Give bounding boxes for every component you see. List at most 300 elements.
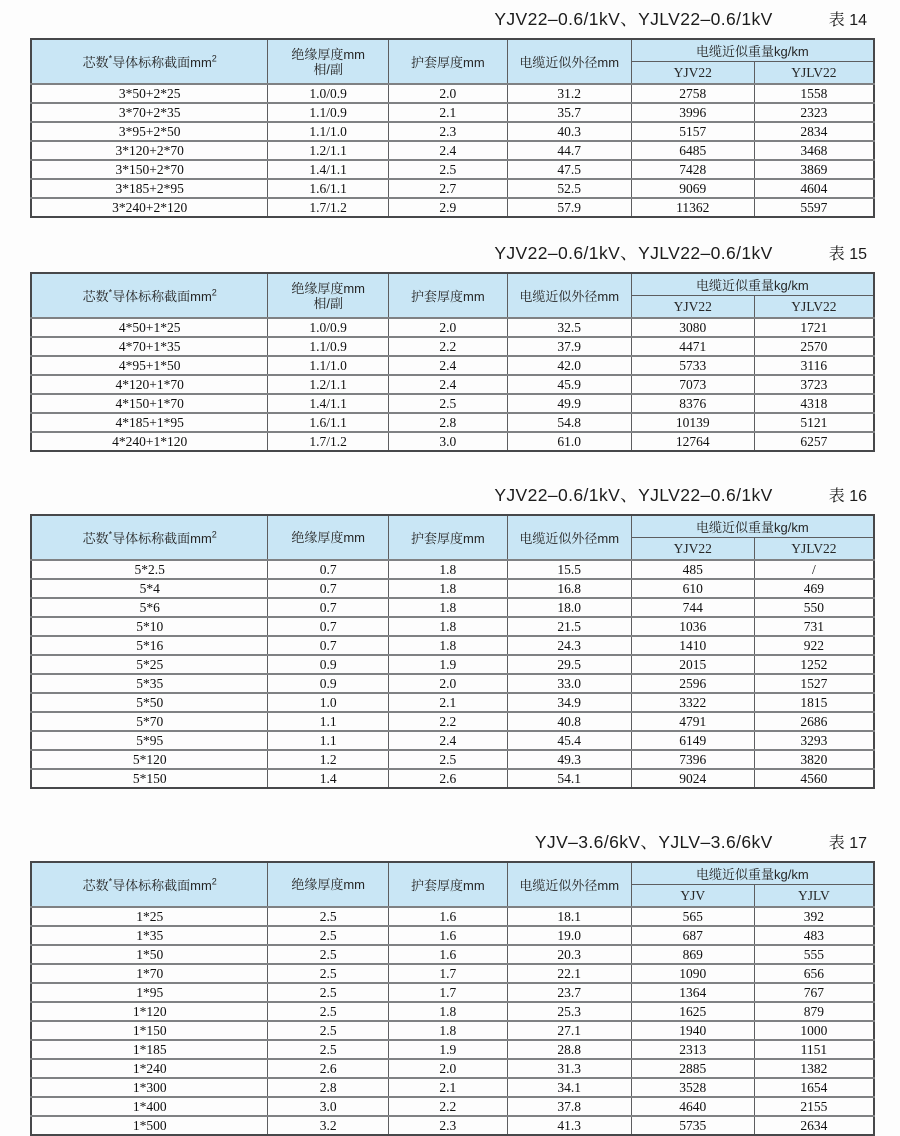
- table-caption: [30, 452, 875, 507]
- cell-diameter: 25.3: [507, 1002, 631, 1021]
- cell-insulation: 1.2/1.1: [268, 375, 389, 394]
- cell-weight-a: 4640: [631, 1097, 754, 1116]
- insulation-header-line: 绝缘厚度mm: [291, 46, 365, 62]
- cell-cross-section: 5*4: [31, 579, 268, 598]
- cell-weight-a: 7428: [631, 160, 754, 179]
- col-header-sheath: 护套厚度mm: [388, 39, 507, 84]
- cell-sheath: 1.9: [388, 655, 507, 674]
- cell-insulation: 0.9: [268, 655, 389, 674]
- cell-weight-a: 8376: [631, 394, 754, 413]
- col-header-diameter: 电缆近似外径mm: [507, 39, 631, 84]
- col-header-weight-yjv: YJV: [631, 885, 754, 908]
- cell-cross-section: 4*240+1*120: [31, 432, 268, 451]
- col-header-cross-section: [31, 515, 268, 560]
- cell-diameter: 19.0: [507, 926, 631, 945]
- table-row: [31, 1040, 874, 1059]
- cell-diameter: 34.1: [507, 1078, 631, 1097]
- cell-cross-section: 3*240+2*120: [31, 198, 268, 217]
- table-row: [31, 636, 874, 655]
- cell-sheath: 1.6: [388, 926, 507, 945]
- cell-insulation: 3.0: [268, 1097, 389, 1116]
- cell-diameter: 28.8: [507, 1040, 631, 1059]
- cell-diameter: 16.8: [507, 579, 631, 598]
- table-row: [31, 693, 874, 712]
- col-header-cross-section: [31, 39, 268, 84]
- cell-insulation: 1.1/0.9: [268, 103, 389, 122]
- cell-sheath: 2.7: [388, 179, 507, 198]
- table-row: [31, 1059, 874, 1078]
- cell-sheath: 2.5: [388, 394, 507, 413]
- cell-diameter: 34.9: [507, 693, 631, 712]
- spec-table: [30, 861, 875, 1136]
- cell-cross-section: 5*35: [31, 674, 268, 693]
- table-row: [31, 731, 874, 750]
- cell-cross-section: 4*185+1*95: [31, 413, 268, 432]
- cell-weight-b: 6257: [754, 432, 874, 451]
- col-header-insulation: [268, 862, 389, 907]
- cell-weight-a: 9024: [631, 769, 754, 788]
- cell-weight-b: 5597: [754, 198, 874, 217]
- cell-weight-b: 922: [754, 636, 874, 655]
- col-header-diameter: 电缆近似外径mm: [507, 515, 631, 560]
- cell-weight-b: 3293: [754, 731, 874, 750]
- table-row: [31, 103, 874, 122]
- table-row: [31, 1078, 874, 1097]
- cell-weight-a: 4791: [631, 712, 754, 731]
- cell-weight-b: 2686: [754, 712, 874, 731]
- cell-sheath: 2.1: [388, 103, 507, 122]
- cell-cross-section: 3*95+2*50: [31, 122, 268, 141]
- cell-insulation: 3.2: [268, 1116, 389, 1135]
- cell-sheath: 1.8: [388, 1002, 507, 1021]
- table-row: [31, 655, 874, 674]
- table-caption: [30, 0, 875, 31]
- table-row: [31, 394, 874, 413]
- table-title: YJV–3.6/6kV、YJLV–3.6/6kV: [534, 832, 773, 852]
- table-block: [30, 452, 875, 789]
- cell-cross-section: 1*300: [31, 1078, 268, 1097]
- cell-insulation: 2.5: [268, 1021, 389, 1040]
- cell-weight-b: 483: [754, 926, 874, 945]
- cell-diameter: 20.3: [507, 945, 631, 964]
- col-header-cross-section: [31, 273, 268, 318]
- cell-weight-b: 1151: [754, 1040, 874, 1059]
- cell-weight-a: 2885: [631, 1059, 754, 1078]
- cell-weight-a: 2313: [631, 1040, 754, 1059]
- cell-weight-b: 1815: [754, 693, 874, 712]
- cell-weight-a: 5157: [631, 122, 754, 141]
- cell-weight-b: 1558: [754, 84, 874, 103]
- table-number: 表 16: [828, 488, 867, 505]
- col-header-insulation: [268, 39, 389, 84]
- cell-sheath: 2.8: [388, 413, 507, 432]
- cell-weight-a: 11362: [631, 198, 754, 217]
- cell-sheath: 2.2: [388, 337, 507, 356]
- col-header-weight-group: 电缆近似重量kg/km: [631, 39, 874, 62]
- table-row: [31, 318, 874, 337]
- cell-insulation: 2.5: [268, 983, 389, 1002]
- cell-weight-a: 5735: [631, 1116, 754, 1135]
- table-row: [31, 964, 874, 983]
- cell-weight-b: 4318: [754, 394, 874, 413]
- cell-sheath: 1.7: [388, 983, 507, 1002]
- col-header-sheath: 护套厚度mm: [388, 515, 507, 560]
- cell-cross-section: 5*25: [31, 655, 268, 674]
- table-title: YJV22–0.6/1kV、YJLV22–0.6/1kV: [494, 243, 773, 263]
- header-text: 芯数: [82, 878, 109, 893]
- cell-sheath: 2.5: [388, 750, 507, 769]
- cell-insulation: 2.6: [268, 1059, 389, 1078]
- cell-sheath: 2.5: [388, 160, 507, 179]
- cell-sheath: 2.1: [388, 1078, 507, 1097]
- cell-sheath: 2.4: [388, 375, 507, 394]
- cell-weight-b: 1252: [754, 655, 874, 674]
- cell-cross-section: 4*150+1*70: [31, 394, 268, 413]
- cell-weight-a: 1036: [631, 617, 754, 636]
- cell-sheath: 2.4: [388, 356, 507, 375]
- table-row: [31, 560, 874, 579]
- cell-cross-section: 3*185+2*95: [31, 179, 268, 198]
- table-number: 表 15: [828, 246, 867, 263]
- table-number: 表 17: [828, 835, 867, 852]
- insulation-header-line: 绝缘厚度mm: [291, 877, 365, 892]
- table-row: [31, 983, 874, 1002]
- cell-cross-section: 1*120: [31, 1002, 268, 1021]
- cell-diameter: 31.3: [507, 1059, 631, 1078]
- col-header-sheath: 护套厚度mm: [388, 862, 507, 907]
- table-row: [31, 122, 874, 141]
- cell-diameter: 52.5: [507, 179, 631, 198]
- table-row: [31, 1097, 874, 1116]
- cell-insulation: 2.5: [268, 907, 389, 926]
- cell-weight-b: 2155: [754, 1097, 874, 1116]
- cell-sheath: 1.6: [388, 907, 507, 926]
- cell-diameter: 44.7: [507, 141, 631, 160]
- cell-weight-b: 2323: [754, 103, 874, 122]
- cell-cross-section: 5*50: [31, 693, 268, 712]
- cell-diameter: 31.2: [507, 84, 631, 103]
- cell-sheath: 2.0: [388, 1059, 507, 1078]
- cell-diameter: 29.5: [507, 655, 631, 674]
- cell-diameter: 41.3: [507, 1116, 631, 1135]
- cell-weight-a: 1364: [631, 983, 754, 1002]
- cell-cross-section: 5*2.5: [31, 560, 268, 579]
- cell-weight-a: 610: [631, 579, 754, 598]
- col-header-weight-group: 电缆近似重量kg/km: [631, 273, 874, 296]
- cell-insulation: 1.1/0.9: [268, 337, 389, 356]
- cell-diameter: 33.0: [507, 674, 631, 693]
- cell-diameter: 21.5: [507, 617, 631, 636]
- cell-diameter: 54.1: [507, 769, 631, 788]
- table-row: [31, 375, 874, 394]
- cell-sheath: 2.0: [388, 674, 507, 693]
- cell-weight-a: 565: [631, 907, 754, 926]
- superscript: 2: [211, 53, 217, 64]
- cell-sheath: 2.6: [388, 769, 507, 788]
- cell-insulation: 1.1/1.0: [268, 356, 389, 375]
- table-row: [31, 769, 874, 788]
- cell-cross-section: 1*500: [31, 1116, 268, 1135]
- cell-cross-section: 4*95+1*50: [31, 356, 268, 375]
- cell-sheath: 1.7: [388, 964, 507, 983]
- cell-weight-a: 6485: [631, 141, 754, 160]
- table-row: [31, 750, 874, 769]
- cell-diameter: 40.8: [507, 712, 631, 731]
- col-header-weight-yjlv: YJLV: [754, 885, 874, 908]
- cell-sheath: 2.9: [388, 198, 507, 217]
- cell-diameter: 22.1: [507, 964, 631, 983]
- cell-weight-a: 6149: [631, 731, 754, 750]
- cell-sheath: 1.8: [388, 1021, 507, 1040]
- cell-sheath: 2.2: [388, 1097, 507, 1116]
- cell-weight-b: 392: [754, 907, 874, 926]
- cell-diameter: 49.3: [507, 750, 631, 769]
- cell-insulation: 1.7/1.2: [268, 432, 389, 451]
- cell-diameter: 47.5: [507, 160, 631, 179]
- col-header-diameter: 电缆近似外径mm: [507, 862, 631, 907]
- insulation-header-line: 相/副: [313, 295, 343, 311]
- cell-insulation: 2.5: [268, 945, 389, 964]
- cell-cross-section: 1*240: [31, 1059, 268, 1078]
- cell-weight-b: 550: [754, 598, 874, 617]
- superscript: 2: [211, 287, 217, 298]
- cell-diameter: 23.7: [507, 983, 631, 1002]
- cell-cross-section: 1*25: [31, 907, 268, 926]
- cell-sheath: 1.8: [388, 636, 507, 655]
- cell-diameter: 18.1: [507, 907, 631, 926]
- table-row: [31, 337, 874, 356]
- cell-weight-a: 2596: [631, 674, 754, 693]
- table-row: [31, 617, 874, 636]
- cell-cross-section: 1*35: [31, 926, 268, 945]
- cell-insulation: 2.5: [268, 1040, 389, 1059]
- cell-weight-a: 12764: [631, 432, 754, 451]
- cell-sheath: 1.8: [388, 598, 507, 617]
- cell-sheath: 1.8: [388, 579, 507, 598]
- cell-weight-a: 3080: [631, 318, 754, 337]
- table-row: [31, 712, 874, 731]
- cell-cross-section: 3*70+2*35: [31, 103, 268, 122]
- cell-cross-section: 1*70: [31, 964, 268, 983]
- cell-insulation: 2.8: [268, 1078, 389, 1097]
- col-header-weight-yjv: YJV22: [631, 62, 754, 85]
- cell-weight-b: 4560: [754, 769, 874, 788]
- table-row: [31, 179, 874, 198]
- cell-cross-section: 5*10: [31, 617, 268, 636]
- cell-weight-a: 3528: [631, 1078, 754, 1097]
- cell-weight-a: 4471: [631, 337, 754, 356]
- cell-insulation: 1.2: [268, 750, 389, 769]
- cell-insulation: 1.7/1.2: [268, 198, 389, 217]
- col-header-weight-yjlv: YJLV22: [754, 296, 874, 319]
- header-text: 导体标称截面mm: [112, 531, 212, 546]
- header-text: 导体标称截面mm: [112, 55, 212, 70]
- cell-weight-b: /: [754, 560, 874, 579]
- cell-insulation: 2.5: [268, 964, 389, 983]
- table-row: [31, 907, 874, 926]
- cell-cross-section: 1*150: [31, 1021, 268, 1040]
- cell-weight-a: 1940: [631, 1021, 754, 1040]
- cell-diameter: 18.0: [507, 598, 631, 617]
- spec-table: [30, 514, 875, 789]
- cell-cross-section: 5*6: [31, 598, 268, 617]
- superscript: *: [108, 53, 113, 64]
- cell-insulation: 0.7: [268, 617, 389, 636]
- cell-sheath: 1.8: [388, 617, 507, 636]
- cell-weight-b: 5121: [754, 413, 874, 432]
- table-row: [31, 945, 874, 964]
- cell-insulation: 1.2/1.1: [268, 141, 389, 160]
- table-row: [31, 1116, 874, 1135]
- col-header-weight-group: 电缆近似重量kg/km: [631, 862, 874, 885]
- col-header-weight-yjlv: YJLV22: [754, 538, 874, 561]
- cell-insulation: 0.7: [268, 636, 389, 655]
- cell-sheath: 2.3: [388, 122, 507, 141]
- cell-weight-b: 3116: [754, 356, 874, 375]
- cell-sheath: 2.2: [388, 712, 507, 731]
- cell-cross-section: 1*185: [31, 1040, 268, 1059]
- header-text: 导体标称截面mm: [112, 878, 212, 893]
- cell-diameter: 15.5: [507, 560, 631, 579]
- cell-sheath: 1.8: [388, 560, 507, 579]
- cell-weight-b: 469: [754, 579, 874, 598]
- cell-weight-b: 3468: [754, 141, 874, 160]
- cell-cross-section: 3*150+2*70: [31, 160, 268, 179]
- cell-cross-section: 1*50: [31, 945, 268, 964]
- table-block: [30, 218, 875, 452]
- cell-cross-section: 4*120+1*70: [31, 375, 268, 394]
- cell-cross-section: 5*95: [31, 731, 268, 750]
- cell-sheath: 2.4: [388, 141, 507, 160]
- cell-weight-b: 555: [754, 945, 874, 964]
- spec-table: [30, 272, 875, 452]
- cell-cross-section: 3*50+2*25: [31, 84, 268, 103]
- col-header-diameter: 电缆近似外径mm: [507, 273, 631, 318]
- cell-diameter: 40.3: [507, 122, 631, 141]
- cell-insulation: 0.7: [268, 560, 389, 579]
- cell-sheath: 1.9: [388, 1040, 507, 1059]
- cell-insulation: 1.6/1.1: [268, 179, 389, 198]
- cell-weight-a: 744: [631, 598, 754, 617]
- cell-diameter: 61.0: [507, 432, 631, 451]
- cell-diameter: 45.9: [507, 375, 631, 394]
- cell-sheath: 1.6: [388, 945, 507, 964]
- insulation-header-line: 绝缘厚度mm: [291, 280, 365, 296]
- cell-weight-b: 731: [754, 617, 874, 636]
- table-number: 表 14: [828, 12, 867, 29]
- cell-cross-section: 5*16: [31, 636, 268, 655]
- table-row: [31, 356, 874, 375]
- cell-weight-a: 2758: [631, 84, 754, 103]
- table-row: [31, 1002, 874, 1021]
- cell-weight-b: 1527: [754, 674, 874, 693]
- cell-diameter: 37.8: [507, 1097, 631, 1116]
- table-block: [30, 789, 875, 1136]
- cell-weight-a: 485: [631, 560, 754, 579]
- cell-diameter: 49.9: [507, 394, 631, 413]
- cell-weight-b: 2634: [754, 1116, 874, 1135]
- spec-table: [30, 38, 875, 218]
- cell-cross-section: 5*150: [31, 769, 268, 788]
- cell-weight-a: 1090: [631, 964, 754, 983]
- col-header-sheath: 护套厚度mm: [388, 273, 507, 318]
- cell-insulation: 1.0/0.9: [268, 84, 389, 103]
- table-row: [31, 579, 874, 598]
- cell-weight-a: 869: [631, 945, 754, 964]
- cell-weight-b: 4604: [754, 179, 874, 198]
- table-block: [30, 0, 875, 218]
- col-header-insulation: [268, 515, 389, 560]
- superscript: *: [108, 529, 113, 540]
- cell-weight-b: 2570: [754, 337, 874, 356]
- cell-insulation: 0.9: [268, 674, 389, 693]
- cell-weight-a: 7073: [631, 375, 754, 394]
- table-row: [31, 198, 874, 217]
- cell-weight-a: 9069: [631, 179, 754, 198]
- cell-weight-a: 2015: [631, 655, 754, 674]
- cell-diameter: 27.1: [507, 1021, 631, 1040]
- cell-insulation: 0.7: [268, 598, 389, 617]
- header-text: 芯数: [82, 289, 109, 304]
- cell-diameter: 24.3: [507, 636, 631, 655]
- cell-diameter: 45.4: [507, 731, 631, 750]
- col-header-cross-section: [31, 862, 268, 907]
- superscript: 2: [211, 876, 217, 887]
- insulation-header-line: 绝缘厚度mm: [291, 530, 365, 545]
- cell-insulation: 2.5: [268, 1002, 389, 1021]
- cell-insulation: 1.0: [268, 693, 389, 712]
- cell-weight-a: 7396: [631, 750, 754, 769]
- col-header-weight-group: 电缆近似重量kg/km: [631, 515, 874, 538]
- table-row: [31, 598, 874, 617]
- cell-sheath: 3.0: [388, 432, 507, 451]
- table-row: [31, 674, 874, 693]
- cell-cross-section: 1*95: [31, 983, 268, 1002]
- table-row: [31, 1021, 874, 1040]
- cell-weight-a: 5733: [631, 356, 754, 375]
- cell-weight-b: 1000: [754, 1021, 874, 1040]
- cell-weight-a: 1625: [631, 1002, 754, 1021]
- cell-weight-b: 767: [754, 983, 874, 1002]
- table-row: [31, 926, 874, 945]
- col-header-weight-yjlv: YJLV22: [754, 62, 874, 85]
- cell-weight-a: 3322: [631, 693, 754, 712]
- cell-cross-section: 4*70+1*35: [31, 337, 268, 356]
- cell-cross-section: 5*70: [31, 712, 268, 731]
- cell-insulation: 2.5: [268, 926, 389, 945]
- cell-weight-b: 1382: [754, 1059, 874, 1078]
- cell-sheath: 2.4: [388, 731, 507, 750]
- cell-weight-a: 1410: [631, 636, 754, 655]
- cell-weight-b: 656: [754, 964, 874, 983]
- cell-weight-b: 879: [754, 1002, 874, 1021]
- cell-diameter: 35.7: [507, 103, 631, 122]
- table-row: [31, 141, 874, 160]
- cell-cross-section: 3*120+2*70: [31, 141, 268, 160]
- cell-insulation: 1.1: [268, 712, 389, 731]
- cell-weight-b: 3820: [754, 750, 874, 769]
- cell-weight-a: 10139: [631, 413, 754, 432]
- table-caption: [30, 789, 875, 854]
- cell-diameter: 54.8: [507, 413, 631, 432]
- cell-insulation: 1.6/1.1: [268, 413, 389, 432]
- superscript: *: [108, 287, 113, 298]
- col-header-insulation: [268, 273, 389, 318]
- header-text: 芯数: [82, 531, 109, 546]
- cell-insulation: 1.1: [268, 731, 389, 750]
- table-title: YJV22–0.6/1kV、YJLV22–0.6/1kV: [494, 485, 773, 505]
- header-text: 导体标称截面mm: [112, 289, 212, 304]
